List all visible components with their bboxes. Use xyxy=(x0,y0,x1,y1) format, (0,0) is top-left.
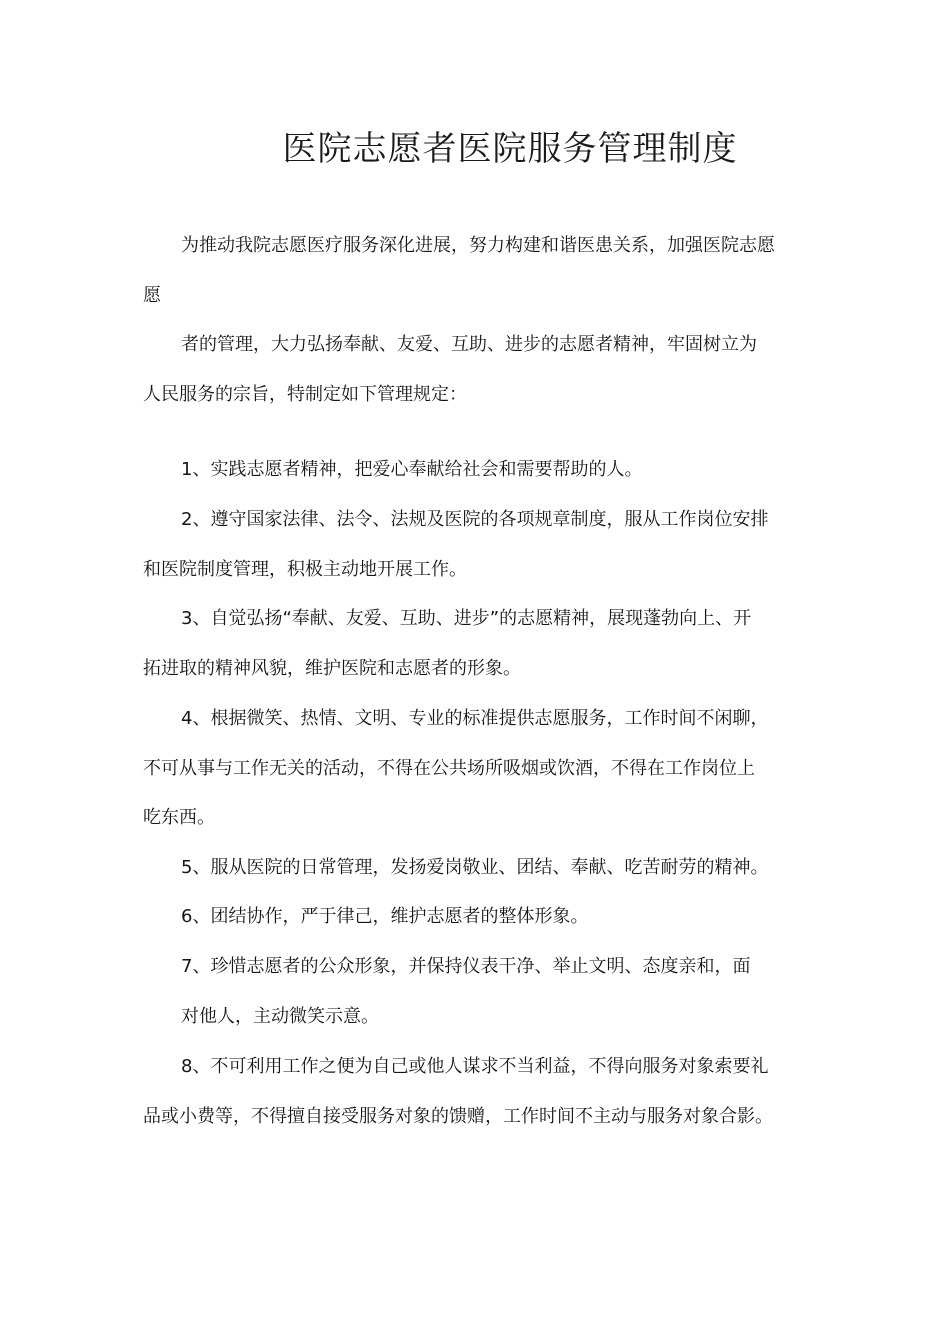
list-item-line: 6、团结协作，严于律己，维护志愿者的整体形象。 xyxy=(181,906,589,927)
paragraph-line: 愿 xyxy=(143,285,161,306)
list-item-line: 和医院制度管理，积极主动地开展工作。 xyxy=(143,559,467,580)
document-title: 医院志愿者医院服务管理制度 xyxy=(282,129,738,169)
paragraph-line: 为推动我院志愿医疗服务深化进展，努力构建和谐医患关系，加强医院志愿 xyxy=(181,235,775,256)
list-item-line: 吃东西。 xyxy=(143,807,215,828)
list-item-line: 7、珍惜志愿者的公众形象，并保持仪表干净、举止文明、态度亲和，面 xyxy=(181,956,751,977)
list-item-line: 2、遵守国家法律、法令、法规及医院的各项规章制度，服从工作岗位安排 xyxy=(181,509,769,530)
paragraph-line: 者的管理，大力弘扬奉献、友爱、互助、进步的志愿者精神，牢固树立为 xyxy=(181,334,757,355)
list-item-line: 拓进取的精神风貌，维护医院和志愿者的形象。 xyxy=(143,658,521,679)
list-item-line: 3、自觉弘扬“奉献、友爱、互助、进步”的志愿精神，展现蓬勃向上、开 xyxy=(181,608,752,629)
list-item-line: 品或小费等，不得擅自接受服务对象的馈赠，工作时间不主动与服务对象合影。 xyxy=(143,1106,773,1127)
list-item-line: 不可从事与工作无关的活动，不得在公共场所吸烟或饮酒，不得在工作岗位上 xyxy=(143,758,755,779)
list-item-line: 5、服从医院的日常管理，发扬爱岗敬业、团结、奉献、吃苦耐劳的精神。 xyxy=(181,857,769,878)
list-item-line: 1、实践志愿者精神，把爱心奉献给社会和需要帮助的人。 xyxy=(181,459,643,480)
list-item-line: 8、不可利用工作之便为自己或他人谋求不当利益，不得向服务对象索要礼 xyxy=(181,1056,769,1077)
paragraph-line: 人民服务的宗旨，特制定如下管理规定： xyxy=(143,384,467,405)
list-item-line: 4、根据微笑、热情、文明、专业的标准提供志愿服务，工作时间不闲聊， xyxy=(181,708,769,729)
list-item-line: 对他人，主动微笑示意。 xyxy=(181,1006,379,1027)
